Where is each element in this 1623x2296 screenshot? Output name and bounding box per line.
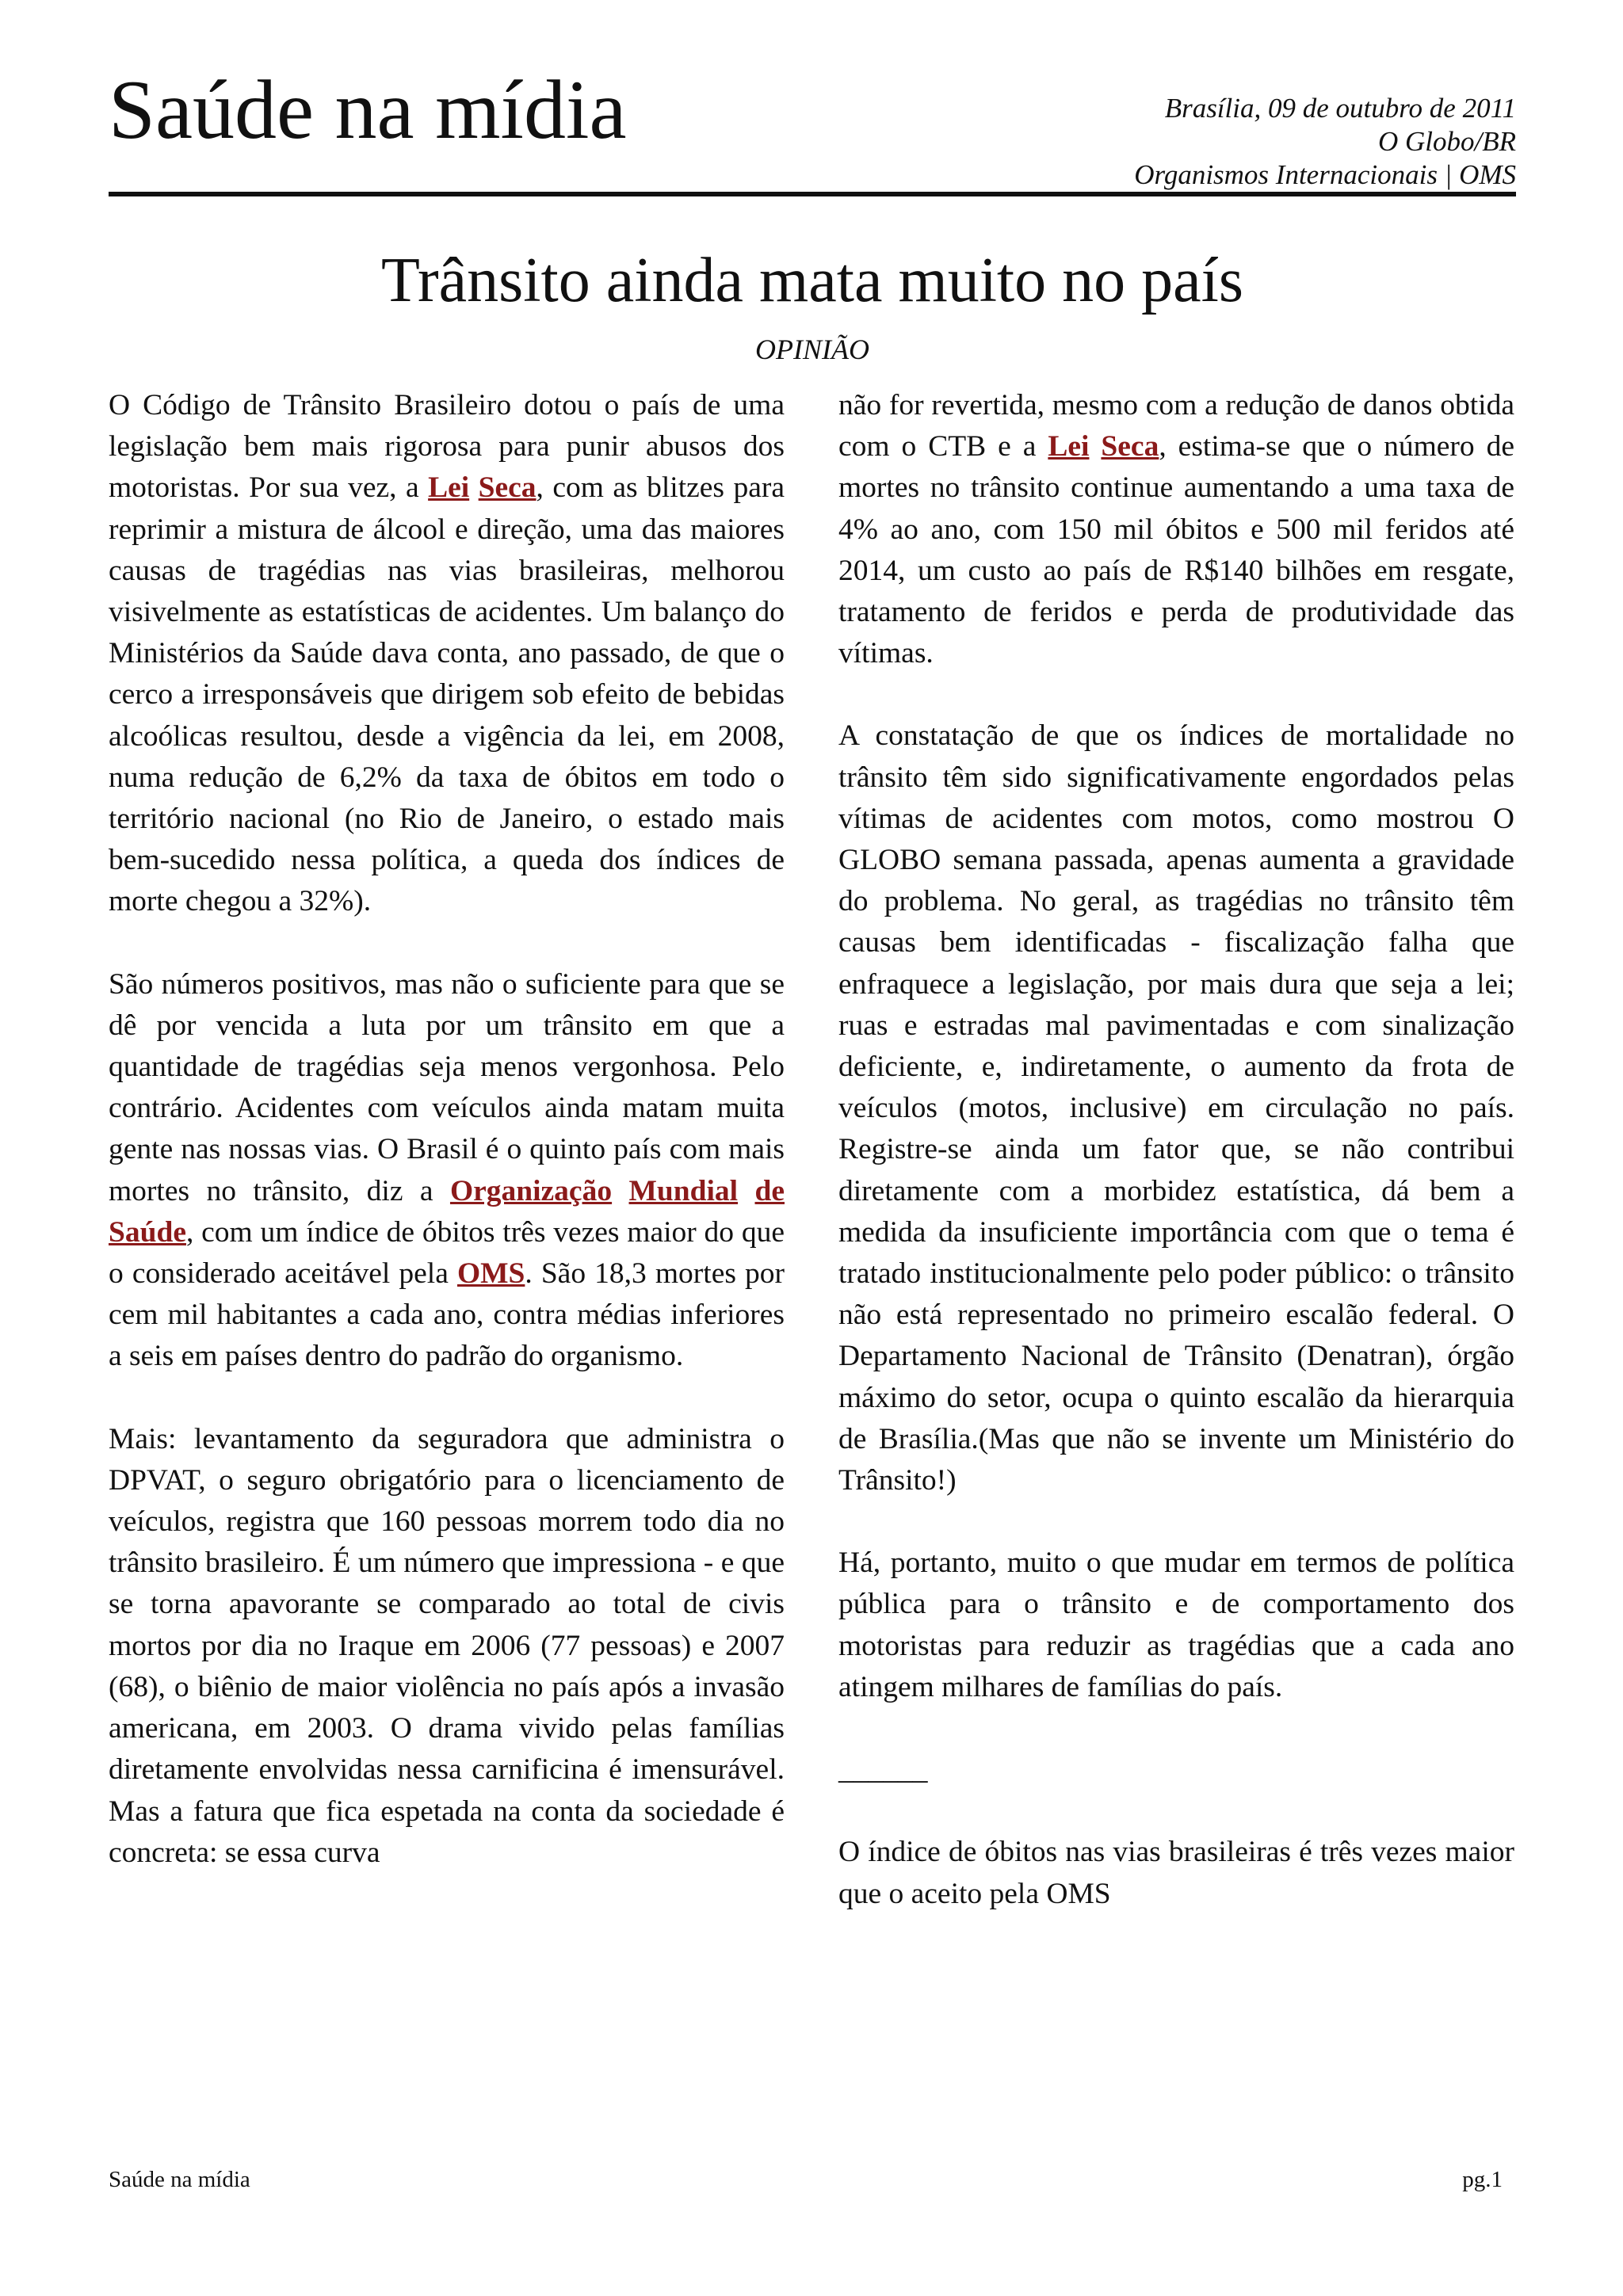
separator-line: ______ — [838, 1753, 928, 1787]
publication-masthead: Saúde na mídia — [109, 63, 627, 156]
text-run — [738, 1175, 754, 1207]
keyword-link-oms[interactable]: OMS — [456, 1257, 525, 1291]
keyword-link-lei[interactable]: Lei — [1048, 430, 1090, 463]
source-name: O Globo/BR — [1377, 126, 1516, 157]
keyword-link-seca[interactable]: Seca — [1101, 430, 1159, 463]
paragraph-3: Mais: levantamento da seguradora que administra o DPVAT, o seguro obrigatório para o licenciamento de veículos, registra que 160 pessoas morrem todo dia no trânsito brasileiro. É um número que impressiona - e que se torna apavorante se comparado ao total de civis mortos por dia no Iraque em 2006 (77 pessoas) e 2007 (68), o biênio de maior violência no país após a invasão americana, em 2003. O drama vivido pelas famílias diretamente envolvidas nessa carnificina é imensurável. Mas a fatura que fica espetada na conta da sociedade é concreta: se essa curva — [109, 1422, 785, 1869]
footer-publication: Saúde na mídia — [109, 2167, 250, 2192]
article-subtitle: O índice de óbitos nas vias brasileiras é três vezes maior que o aceito pela OMS — [838, 1836, 1514, 1910]
category-line: Organismos Internacionais | OMS — [1134, 159, 1516, 190]
text-run — [1089, 430, 1101, 463]
text-run — [469, 471, 478, 504]
column-left — [109, 385, 785, 1915]
text-run: O Código de Trânsito Brasileiro dotou o país de uma legislação bem mais rigorosa para punir abusos dos motoristas. Por sua vez, a — [109, 389, 785, 505]
column-right — [838, 385, 1514, 1956]
keyword-link-lei[interactable]: Lei — [428, 471, 470, 505]
text-run: , estima-se que o número de mortes no trânsito continue aumentando a uma taxa de 4% ao ano, com 150 mil óbitos e 500 mil feridos até 2014, um custo ao país de R$140 bilhões em resgate, tratamento de feridos e perda de produtividade das vítimas. — [838, 430, 1514, 670]
text-run: , com as blitzes para reprimir a mistura de álcool e direção, uma das maiores causas de tragédias nas vias brasileiras, melhorou visivelmente as estatísticas de acidentes. Um balanço do Ministérios da Saúde dava conta, ano passado, de que o cerco a irresponsáveis que dirigem sob efeito de bebidas alcoólicas resultou, desde a vigência da lei, em 2008, numa redução de 6,2% da taxa de óbitos em todo o território nacional (no Rio de Janeiro, o estado mais bem-sucedido nessa política, a queda dos índices de morte chegou a 32%). — [109, 471, 785, 918]
paragraph-5: Há, portanto, muito o que mudar em termos de política pública para o trânsito e de comportamento dos motoristas para reduzir as tragédias que a cada ano atingem milhares de famílias do país. — [838, 1547, 1514, 1703]
text-run: . São 18,3 mortes por cem mil habitantes a cada ano, contra médias inferiores a seis em países dentro do padrão do organismo. — [109, 1257, 785, 1373]
paragraph-3-continued — [838, 385, 1514, 674]
keyword-link-saude[interactable]: Saúde — [109, 1215, 186, 1249]
article-title: Trânsito ainda mata muito no país — [380, 246, 1244, 315]
text-run: , com um índice de óbitos três vezes maior do que o considerado aceitável pela — [109, 1215, 785, 1291]
header-divider — [109, 192, 1516, 196]
keyword-link-seca[interactable]: Seca — [478, 471, 537, 505]
keyword-link-mundial[interactable]: Mundial — [628, 1174, 739, 1207]
article-section: OPINIÃO — [755, 334, 869, 365]
page-number: pg.1 — [1462, 2167, 1503, 2192]
paragraph-4: A constatação de que os índices de mortalidade no trânsito têm sido significativamente engordados pelas vítimas de acidentes com motos, como mostrou O GLOBO semana passada, apenas aumenta a gravidade do problema. No geral, as tragédias no trânsito têm causas bem identificadas - fiscalização falha que enfraquece a legislação, por mais dura que seja a lei; ruas e estradas mal pavimentadas e com sinalização deficiente, e, indiretamente, o aumento da frota de veículos (motos, inclusive) em circulação no país. Registre-se ainda um fator que, se não contribui diretamente com a morbidez estatística, dá bem a medida da insuficiente importância com que o tema é tratado institucionalmente pelo poder público: o trânsito não está representado no primeiro escalão federal. O Departamento Nacional de Trânsito (Denatran), órgão máximo do setor, ocupa o quinto escalão da hierarquia de Brasília.(Mas que não se invente um Ministério do Trânsito!) — [838, 719, 1514, 1497]
article-meta — [1134, 92, 1516, 192]
text-run — [612, 1175, 628, 1207]
text-run: São números positivos, mas não o suficiente para que se dê por vencida a luta por um trânsito em que a quantidade de tragédias seja menos vergonhosa. Pelo contrário. Acidentes com veículos ainda matam muita gente nas nossas vias. O Brasil é o quinto país com mais mortes no trânsito, diz a — [109, 967, 785, 1207]
keyword-link-organizacao[interactable]: Organização — [449, 1174, 613, 1207]
text-run: não for revertida, mesmo com a redução de danos obtida com o CTB e a — [838, 389, 1514, 463]
date-line: Brasília, 09 de outubro de 2011 — [1164, 93, 1516, 124]
paragraph-2 — [109, 964, 785, 1378]
keyword-link-de[interactable]: de — [754, 1174, 785, 1207]
paragraph-1 — [109, 385, 785, 923]
